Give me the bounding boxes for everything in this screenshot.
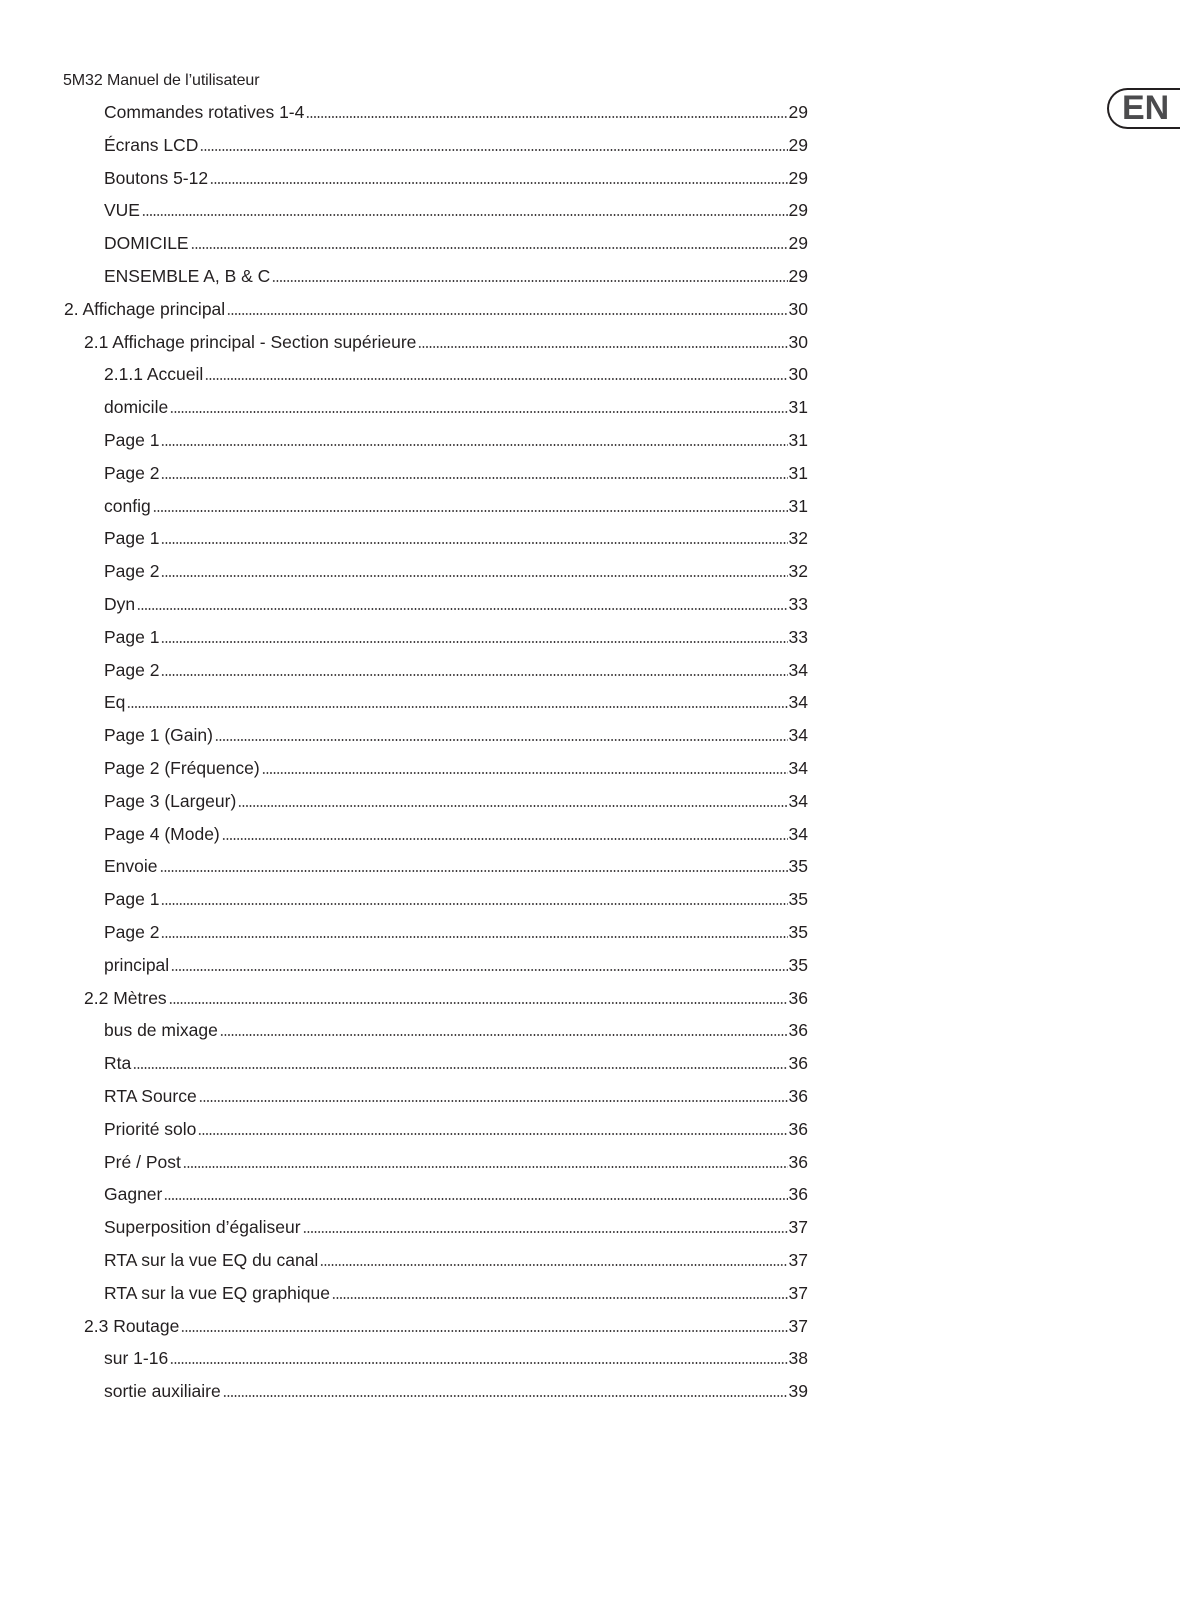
- toc-entry-page-number: 34: [788, 725, 808, 746]
- toc-dot-leader: [222, 838, 788, 840]
- toc-entry[interactable]: [0, 418, 808, 451]
- toc-entry-page-number: 31: [788, 462, 808, 483]
- toc-dot-leader: [161, 542, 787, 544]
- toc-entry[interactable]: [0, 484, 808, 517]
- toc-entry[interactable]: [0, 1205, 808, 1238]
- toc-entry-page-number: 36: [788, 1020, 808, 1041]
- toc-dot-leader: [238, 805, 787, 807]
- toc-entry-label: Page 2: [104, 561, 160, 582]
- toc-entry-page-number: 32: [788, 528, 808, 549]
- toc-entry-page-number: 35: [788, 889, 808, 910]
- toc-dot-leader: [332, 1297, 788, 1299]
- toc-entry[interactable]: [0, 1336, 808, 1369]
- toc-entry[interactable]: [0, 844, 808, 877]
- toc-entry[interactable]: [0, 1238, 808, 1271]
- toc-entry-label: Eq: [104, 692, 126, 713]
- toc-entry-page-number: 35: [788, 856, 808, 877]
- toc-entry[interactable]: [0, 943, 808, 976]
- toc-entry-label: Page 2: [104, 922, 160, 942]
- toc-entry[interactable]: [0, 1304, 808, 1337]
- toc-entry-label: Page 2: [104, 462, 160, 483]
- toc-entry-page-number: 30: [788, 298, 808, 319]
- toc-entry-label: domicile: [104, 397, 169, 418]
- toc-entry[interactable]: [0, 910, 808, 943]
- toc-entry-label: Page 1: [104, 889, 160, 910]
- toc-entry[interactable]: [0, 976, 808, 1009]
- toc-entry-label: Page 4 (Mode): [104, 823, 220, 844]
- toc-entry-page-number: 37: [788, 1217, 808, 1238]
- toc-entry[interactable]: [0, 1172, 808, 1205]
- toc-dot-leader: [223, 1395, 788, 1397]
- toc-entry-page-number: 36: [788, 1086, 808, 1106]
- toc-entry-page-number: 35: [788, 954, 808, 975]
- toc-entry-label: Page 1: [104, 430, 160, 450]
- toc-entry-page-number: 36: [788, 987, 808, 1008]
- toc-dot-leader: [142, 214, 788, 216]
- toc-dot-leader: [198, 1133, 787, 1135]
- toc-entry-page-number: 29: [788, 134, 808, 155]
- toc-entry[interactable]: [0, 1140, 808, 1173]
- toc-entry[interactable]: [0, 1369, 808, 1402]
- toc-dot-leader: [133, 1067, 787, 1069]
- toc-entry-label: ENSEMBLE A, B & C: [104, 266, 271, 286]
- toc-entry-page-number: 35: [788, 922, 808, 942]
- toc-entry-label: Dyn: [104, 594, 136, 614]
- toc-entry-page-number: 36: [788, 1053, 808, 1074]
- toc-dot-leader: [161, 477, 787, 479]
- toc-entry-label: Page 1: [104, 626, 160, 647]
- toc-dot-leader: [169, 1002, 788, 1004]
- toc-entry-label: Pré / Post: [104, 1151, 181, 1172]
- toc-entry-page-number: 31: [788, 430, 808, 450]
- toc-entry[interactable]: [0, 352, 808, 385]
- toc-entry-label: Rta: [104, 1053, 132, 1074]
- toc-entry[interactable]: [0, 812, 808, 845]
- toc-entry[interactable]: [0, 254, 808, 287]
- toc-entry-page-number: 29: [788, 167, 808, 188]
- toc-entry[interactable]: [0, 549, 808, 582]
- toc-entry-page-number: 36: [788, 1118, 808, 1139]
- toc-entry-label: RTA Source: [104, 1086, 197, 1106]
- toc-entry[interactable]: [0, 287, 808, 320]
- toc-entry-label: Page 3 (Largeur): [104, 790, 237, 811]
- toc-entry-label: sortie auxiliaire: [104, 1381, 221, 1402]
- toc-entry[interactable]: [0, 648, 808, 681]
- toc-entry[interactable]: [0, 156, 808, 189]
- toc-entry[interactable]: [0, 1008, 808, 1041]
- toc-dot-leader: [262, 772, 788, 774]
- toc-entry-label: Page 2 (Fréquence): [104, 758, 260, 778]
- toc-dot-leader: [161, 674, 787, 676]
- toc-entry-label: DOMICILE: [104, 233, 189, 254]
- toc-entry-page-number: 29: [788, 266, 808, 286]
- toc-dot-leader: [215, 739, 788, 741]
- toc-dot-leader: [170, 411, 787, 413]
- toc-entry-label: config: [104, 495, 151, 516]
- toc-entry-page-number: 29: [788, 102, 808, 122]
- toc-entry-page-number: 34: [788, 659, 808, 680]
- toc-entry[interactable]: [0, 90, 808, 123]
- toc-entry-label: 2.3 Routage: [84, 1315, 180, 1336]
- toc-entry-label: principal: [104, 954, 170, 975]
- toc-entry-page-number: 34: [788, 790, 808, 811]
- toc-dot-leader: [160, 870, 788, 872]
- toc-entry-label: 2.1.1 Accueil: [104, 364, 204, 385]
- toc-entry[interactable]: [0, 1041, 808, 1074]
- toc-entry-page-number: 37: [788, 1250, 808, 1270]
- toc-entry-label: Envoie: [104, 856, 158, 877]
- toc-dot-leader: [161, 641, 787, 643]
- toc-entry-page-number: 34: [788, 758, 808, 778]
- toc-dot-leader: [205, 378, 787, 380]
- toc-dot-leader: [227, 313, 787, 315]
- toc-entry[interactable]: [0, 221, 808, 254]
- toc-entry-label: 2.1 Affichage principal - Section supérieure: [84, 331, 417, 352]
- toc-entry[interactable]: [0, 713, 808, 746]
- toc-entry-label: sur 1-16: [104, 1348, 169, 1369]
- toc-dot-leader: [164, 1198, 787, 1200]
- toc-entry[interactable]: [0, 615, 808, 648]
- toc-dot-leader: [161, 903, 787, 905]
- toc-dot-leader: [191, 247, 788, 249]
- toc-entry-page-number: 29: [788, 200, 808, 221]
- toc-entry-page-number: 37: [788, 1282, 808, 1303]
- toc-entry-label: RTA sur la vue EQ du canal: [104, 1250, 319, 1270]
- toc-entry[interactable]: [0, 582, 808, 615]
- toc-entry-page-number: 38: [788, 1348, 808, 1369]
- toc-dot-leader: [200, 149, 787, 151]
- toc-dot-leader: [137, 608, 787, 610]
- toc-entry-label: Gagner: [104, 1184, 163, 1205]
- toc-entry[interactable]: [0, 779, 808, 812]
- toc-dot-leader: [171, 969, 787, 971]
- toc-entry-page-number: 31: [788, 495, 808, 516]
- toc-dot-leader: [306, 116, 787, 118]
- toc-dot-leader: [153, 510, 788, 512]
- toc-dot-leader: [272, 280, 787, 282]
- toc-dot-leader: [303, 1231, 788, 1233]
- toc-entry[interactable]: [0, 123, 808, 156]
- toc-entry-page-number: 39: [788, 1381, 808, 1402]
- toc-entry[interactable]: [0, 877, 808, 910]
- toc-entry-label: Page 1 (Gain): [104, 725, 213, 746]
- toc-dot-leader: [320, 1264, 787, 1266]
- toc-dot-leader: [181, 1330, 787, 1332]
- toc-dot-leader: [418, 346, 787, 348]
- toc-entry-label: bus de mixage: [104, 1020, 218, 1041]
- toc-entry-page-number: 30: [788, 331, 808, 352]
- toc-entry[interactable]: [0, 451, 808, 484]
- toc-entry-label: Écrans LCD: [104, 134, 199, 155]
- toc-dot-leader: [199, 1100, 788, 1102]
- toc-dot-leader: [127, 706, 787, 708]
- toc-entry[interactable]: [0, 188, 808, 221]
- toc-entry-label: Boutons 5-12: [104, 167, 209, 188]
- toc-entry-page-number: 34: [788, 692, 808, 713]
- language-badge: EN: [1107, 88, 1180, 129]
- toc-dot-leader: [161, 936, 787, 938]
- toc-entry-label: RTA sur la vue EQ graphique: [104, 1282, 331, 1303]
- toc-entry-label: VUE: [104, 200, 140, 221]
- toc-entry-page-number: 29: [788, 233, 808, 254]
- toc-entry[interactable]: [0, 680, 808, 713]
- toc-entry-page-number: 34: [788, 823, 808, 844]
- toc-dot-leader: [183, 1166, 788, 1168]
- toc-entry-page-number: 37: [788, 1315, 808, 1336]
- toc-dot-leader: [170, 1362, 787, 1364]
- toc-entry-page-number: 33: [788, 594, 808, 614]
- toc-entry[interactable]: [0, 1074, 808, 1107]
- toc-entry-label: Page 2: [104, 659, 160, 680]
- toc-dot-leader: [161, 575, 787, 577]
- toc-entry-label: Page 1: [104, 528, 160, 549]
- toc-entry[interactable]: [0, 1107, 808, 1140]
- toc-dot-leader: [210, 182, 787, 184]
- toc-entry[interactable]: [0, 516, 808, 549]
- toc-entry-page-number: 36: [788, 1151, 808, 1172]
- toc-entry-label: 2. Affichage principal: [64, 298, 226, 319]
- toc-dot-leader: [220, 1034, 788, 1036]
- toc-entry-page-number: 33: [788, 626, 808, 647]
- toc-entry-page-number: 32: [788, 561, 808, 582]
- toc-entry-page-number: 31: [788, 397, 808, 418]
- toc-entry[interactable]: [0, 385, 808, 418]
- page-header-title: 5M32 Manuel de l’utilisateur: [63, 72, 260, 89]
- toc-entry[interactable]: [0, 746, 808, 779]
- toc-entry[interactable]: [0, 320, 808, 353]
- toc-dot-leader: [161, 444, 787, 446]
- toc-entry[interactable]: [0, 1271, 808, 1304]
- toc-entry-page-number: 30: [788, 364, 808, 385]
- toc-entry-label: Priorité solo: [104, 1118, 197, 1139]
- toc-entry-label: 2.2 Mètres: [84, 987, 167, 1008]
- toc-entry-label: Superposition d’égaliseur: [104, 1217, 301, 1238]
- toc-entry-label: Commandes rotatives 1-4: [104, 102, 305, 122]
- toc-entry-page-number: 36: [788, 1184, 808, 1205]
